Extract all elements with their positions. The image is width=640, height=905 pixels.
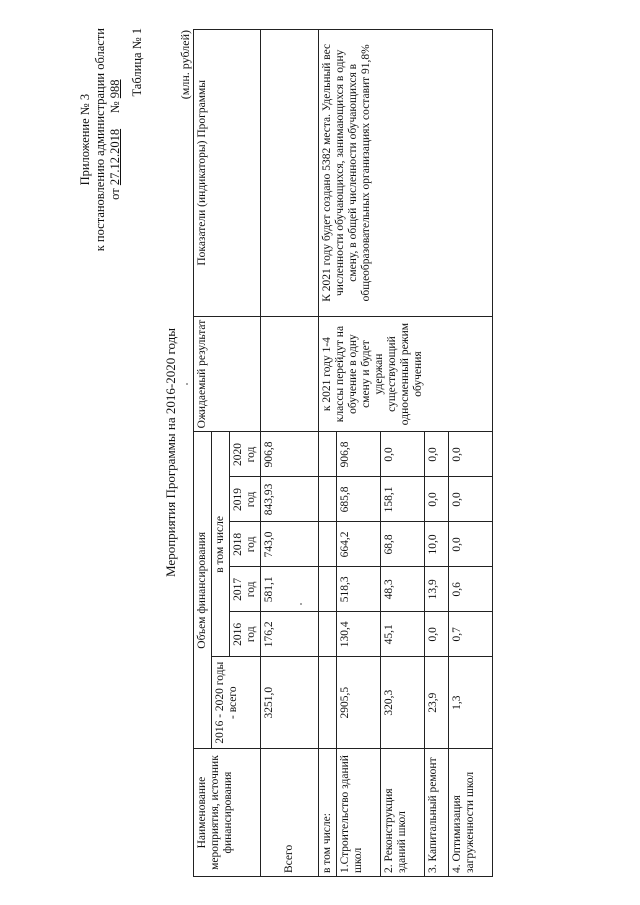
page-title: Мероприятия Программы на 2016-2020 годы [163, 328, 178, 577]
col-indicators-header: Показатели (индикаторы) Программы [194, 30, 261, 317]
table-row: Всего 3251,0 176,2 581,1 743,0 843,93 906,8 [261, 30, 319, 877]
table-header-row [194, 30, 212, 877]
scan-speck [186, 383, 188, 385]
table-row: 3. Капитальный ремонт 23,9 0,0 13,9 10,0 0,0 0,0 [425, 30, 449, 877]
program-table [193, 29, 493, 877]
col-result-header: Ожидаемый результат [194, 316, 261, 432]
table-row: в том числе: к 2021 году 1-4 классы перейдут на обучение в одну смену и будет удержан существующий односменный режим обучения К 2021 году будет создано 5382 места. Удельный вес численности обучающихся, занимающихся в одну смену, в общей численности обучающихся в общеобразовательных организациях составит 91,8% [319, 30, 337, 877]
resolution-number: 988 [108, 79, 122, 99]
indicators-cell: К 2021 году будет создано 5382 места. Удельный вес численности обучающихся, занимающихся в одну смену, в общей численности обучающихся в общеобразовательных организациях составит 91,8% [319, 30, 493, 317]
col-year-header: 2018 год [230, 522, 261, 567]
col-name-header: Наименование мероприятия, источник финансирования [194, 749, 261, 877]
appendix-header [78, 28, 123, 251]
col-funding-header: Объем финансирования [194, 432, 212, 749]
table-label: Таблица № 1 [130, 28, 144, 97]
scan-speck [300, 603, 302, 605]
appendix-date-line: от 27.12.2018 № 988 [108, 79, 122, 200]
expected-result-cell: к 2021 году 1-4 классы перейдут на обучение в одну смену и будет удержан существующий односменный режим обучения [319, 316, 493, 432]
col-including-header: в том числе [212, 432, 230, 657]
appendix-title: Приложение № 3 [78, 93, 92, 186]
appendix-resolution: к постановлению администрации области [93, 28, 107, 252]
table-row: 1.Строительство зданий школ 2905,5 130,4 518,3 664,2 685,8 906,8 [337, 30, 381, 877]
col-total-header: 2016 - 2020 годы - всего [212, 657, 261, 749]
table-row: 4. Оптимизация загруженности школ 1,3 0,7 0,6 0,0 0,0 0,0 [449, 30, 493, 877]
table-row: 2. Реконструкция зданий школ 320,3 45,1 48,3 68,8 158,1 0,0 [381, 30, 425, 877]
units-label: (млн. рублей) [178, 30, 192, 100]
col-year-header: 2017 год [230, 567, 261, 612]
col-year-header: 2016 год [230, 612, 261, 657]
resolution-date: 27.12.2018 [108, 128, 122, 186]
col-year-header: 2020 год [230, 432, 261, 477]
col-year-header: 2019 год [230, 477, 261, 522]
